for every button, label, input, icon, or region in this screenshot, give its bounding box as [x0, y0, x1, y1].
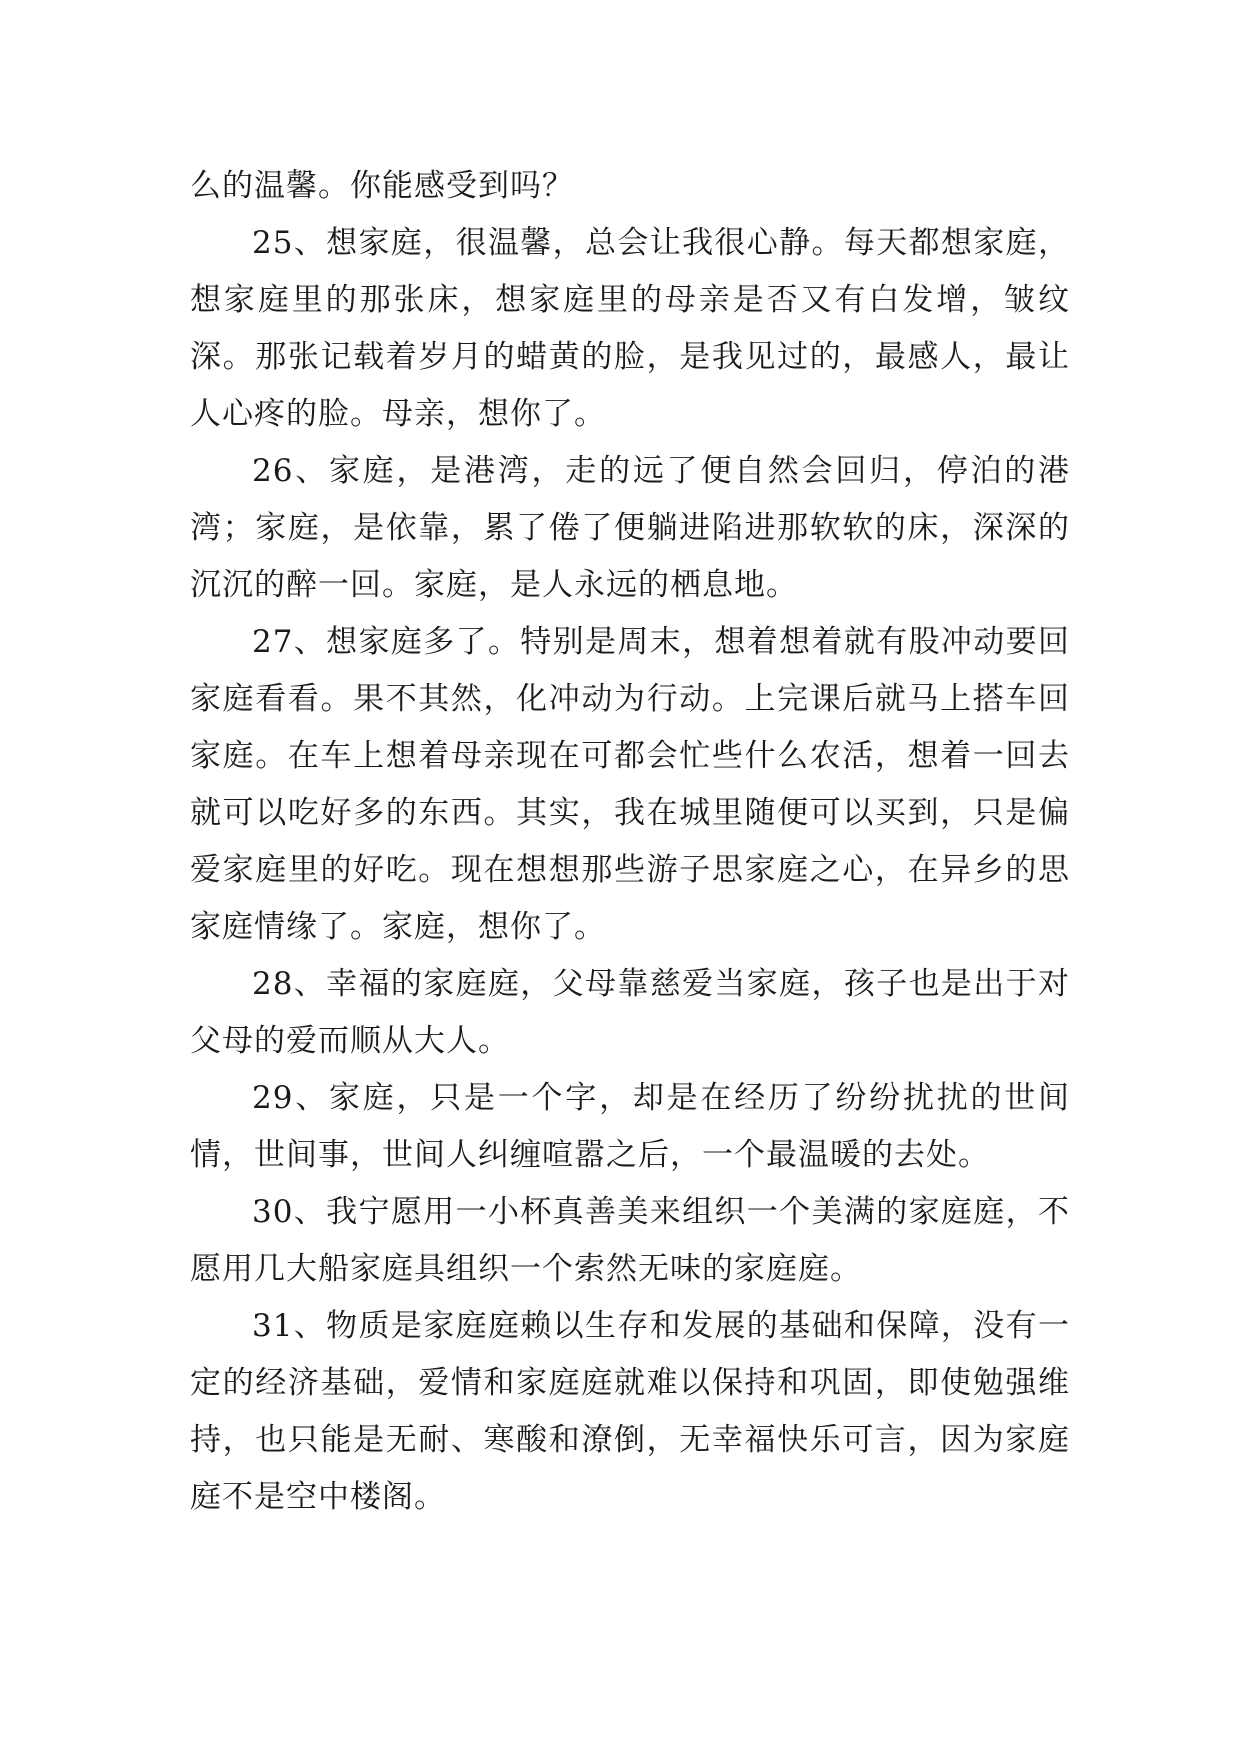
- paragraph-31: 31、物质是家庭庭赖以生存和发展的基础和保障，没有一定的经济基础，爱情和家庭庭就难以保持和巩固，即使勉强维持，也只能是无耐、寒酸和潦倒，无幸福快乐可言，因为家庭庭不是空中楼阁。: [190, 1308, 1070, 1515]
- paragraph-29: 29、家庭，只是一个字，却是在经历了纷纷扰扰的世间情，世间事，世间人纠缠喧嚣之后，一个最温暖的去处。: [190, 1080, 1070, 1173]
- paragraph-30: 30、我宁愿用一小杯真善美来组织一个美满的家庭庭，不愿用几大船家庭具组织一个索然无味的家庭庭。: [190, 1194, 1070, 1287]
- document-body: [190, 158, 1070, 1526]
- paragraph-continuation: 么的温馨。你能感受到吗？: [190, 168, 574, 204]
- paragraph-28: 28、幸福的家庭庭，父母靠慈爱当家庭，孩子也是出于对父母的爱而顺从大人。: [190, 966, 1070, 1059]
- paragraph-27: 27、想家庭多了。特别是周末，想着想着就有股冲动要回家庭看看。果不其然，化冲动为行动。上完课后就马上搭车回家庭。在车上想着母亲现在可都会忙些什么农活，想着一回去就可以吃好多的东西。其实，我在城里随便可以买到，只是偏爱家庭里的好吃。现在想想那些游子思家庭之心，在异乡的思家庭情缘了。家庭，想你了。: [190, 624, 1070, 945]
- paragraph-25: 25、想家庭，很温馨，总会让我很心静。每天都想家庭，想家庭里的那张床，想家庭里的母亲是否又有白发增，皱纹深。那张记载着岁月的蜡黄的脸，是我见过的，最感人，最让人心疼的脸。母亲，想你了。: [190, 225, 1070, 432]
- paragraph-26: 26、家庭，是港湾，走的远了便自然会回归，停泊的港湾；家庭，是依靠，累了倦了便躺进陷进那软软的床，深深的沉沉的醉一回。家庭，是人永远的栖息地。: [190, 453, 1070, 603]
